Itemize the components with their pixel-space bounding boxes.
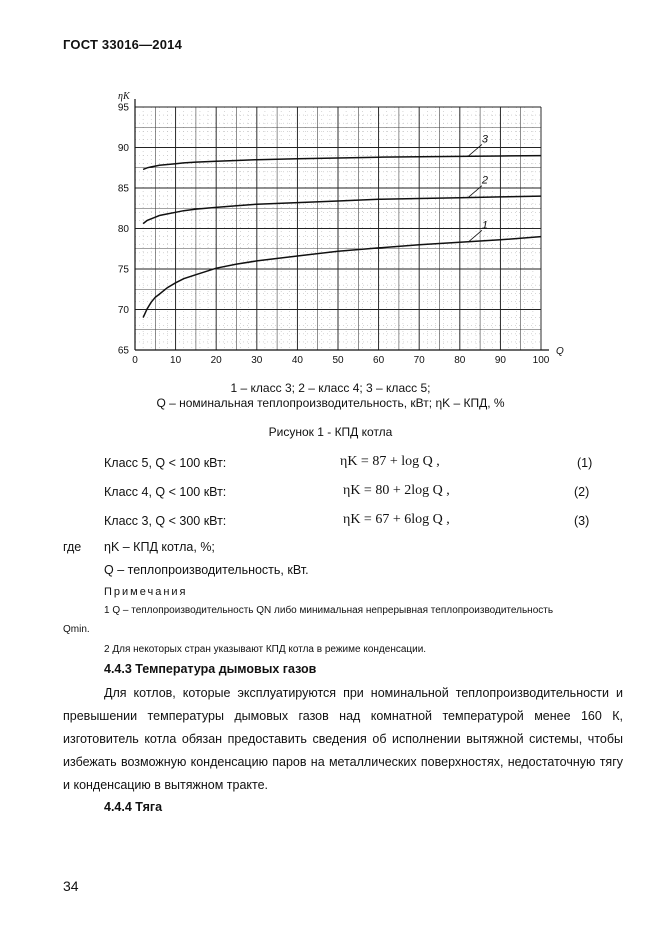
y-axis-label: ηK (118, 91, 130, 102)
x-tick-label: 70 (413, 355, 425, 366)
efficiency-chart (100, 82, 564, 372)
series-label-1: 1 (481, 219, 489, 232)
x-tick-label: 100 (532, 355, 550, 366)
x-tick-label: 50 (332, 355, 344, 366)
equation-2-number: (2) (574, 485, 590, 499)
notes-title: Примечания (104, 586, 188, 598)
y-tick-label: 70 (117, 305, 129, 316)
equation-1-formula: ηK = 87 + log Q , (340, 454, 440, 469)
page-number: 34 (63, 878, 79, 894)
equation-3-label: Класс 3, Q < 300 кВт: (104, 514, 227, 528)
document-header: ГОСТ 33016—2014 (63, 37, 182, 52)
y-tick-label: 95 (117, 102, 129, 114)
where-line-2: Q – теплопроизводительность, кВт. (104, 563, 309, 577)
x-tick-label: 20 (210, 355, 222, 366)
x-tick-label: 10 (170, 355, 182, 366)
section-4-4-3-paragraph: Для котлов, которые эксплуатируются при номинальной теплопроизводительности и превышении температуры дымовых газов над комнатной температурой менее 160 К, изготовитель котла обязан предоставить сведения об исполнении вытяжной системы, чтобы избежать возможную конденсацию паров на металлических поверхностях, недостаточную тягу и конденсацию в вытяжном тракте. (63, 686, 623, 792)
y-tick-label: 90 (117, 143, 129, 154)
x-tick-label: 30 (251, 355, 263, 366)
y-tick-label: 75 (117, 264, 129, 276)
figure-caption: Рисунок 1 - КПД котла (268, 425, 393, 439)
y-tick-label: 65 (117, 345, 129, 357)
y-tick-label: 85 (117, 183, 129, 195)
section-4-4-4-title: 4.4.4 Тяга (104, 800, 163, 814)
series-label-2: 2 (481, 174, 489, 187)
where-line-1: ηK – КПД котла, %; (104, 540, 215, 554)
series-curve-3 (143, 156, 541, 170)
x-tick-label: 40 (291, 355, 303, 366)
x-tick-label: 0 (132, 355, 138, 366)
where-prefix: где (63, 540, 82, 554)
note-1: 1 Q – теплопроизводительность QN либо минимальная непрерывная теплопроизводительность (104, 605, 554, 616)
x-tick-label: 80 (454, 355, 466, 366)
note-2: 2 Для некоторых стран указывают КПД котла в режиме конденсации. (104, 644, 427, 655)
section-4-4-3-title: 4.4.3 Температура дымовых газов (104, 662, 317, 676)
series-label-3: 3 (481, 133, 489, 146)
note-1-continuation: Qmin. (63, 624, 90, 635)
x-tick-label: 90 (494, 355, 506, 366)
equation-2-label: Класс 4, Q < 100 кВт: (104, 485, 227, 499)
legend-line-2: Q – номинальная теплопроизводительность, кВт; ηK – КПД, % (156, 396, 505, 410)
legend-line-1: 1 – класс 3; 2 – класс 4; 3 – класс 5; (230, 381, 431, 395)
y-tick-label: 80 (117, 224, 129, 235)
equation-1-label: Класс 5, Q < 100 кВт: (104, 456, 227, 470)
equation-2-formula: ηK = 80 + 2log Q , (343, 483, 450, 498)
equation-3-number: (3) (574, 514, 590, 528)
equation-3-formula: ηK = 67 + 6log Q , (343, 512, 450, 527)
x-tick-label: 60 (373, 355, 385, 366)
x-axis-label: Q (556, 346, 564, 357)
equation-1-number: (1) (577, 456, 593, 470)
